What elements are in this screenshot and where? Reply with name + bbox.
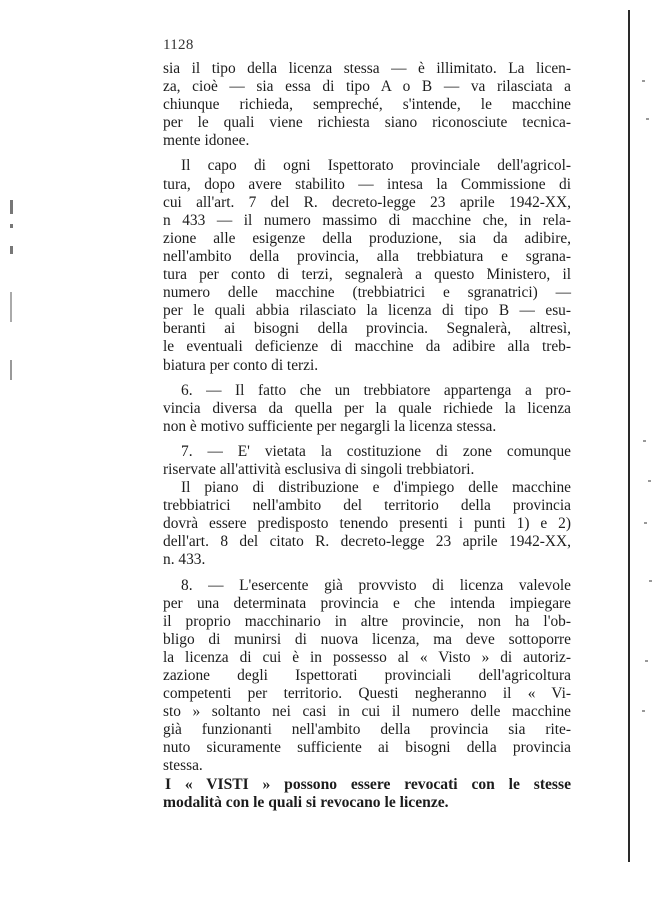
text-line: già funzionanti nell'ambito della provincia sia rite-: [163, 721, 571, 739]
text-line: numero delle macchine (trebbiatrici e sgranatrici) —: [163, 284, 571, 302]
text-line: competenti per territorio. Questi negheranno il « Vi-: [163, 685, 571, 703]
text-line: zione alle esigenze della produzione, sia da adibire,: [163, 229, 571, 247]
text-line: dell'art. 8 del citato R. decreto-legge 23 aprile 1942-XX,: [163, 533, 571, 551]
text-line: n. 433.: [163, 551, 206, 569]
margin-scan-marks: [6, 200, 20, 380]
text-line: dovrà essere predisposto tenendo presenti i punti 1) e 2): [163, 515, 571, 533]
paragraph-6: [163, 577, 571, 776]
text-line: il proprio macchinario in altre provincie, non ha l'ob-: [163, 612, 571, 630]
body-text: [163, 60, 571, 812]
paragraph-2: [163, 157, 571, 374]
text-line: biatura per conto di terzi.: [163, 356, 319, 374]
text-line: tura, dopo avere stabilito — intesa la Commissione di: [163, 175, 571, 193]
text-line: vincia diversa da quella per la quale richiede la licenza: [163, 399, 571, 417]
text-line: sto » soltanto nei casi in cui il numero delle macchine: [163, 703, 571, 721]
text-line: le eventuali deficienze di macchine da adibire alla treb-: [163, 338, 571, 356]
paragraph-1: [163, 60, 571, 150]
text-line: modalità con le quali si revocano le licenze.: [163, 793, 449, 811]
text-line: per le quali abbia rilasciato la licenza di tipo B — esu-: [163, 302, 571, 320]
text-line: Il piano di distribuzione e d'impiego delle macchine: [181, 479, 571, 497]
text-line: per una determinata provincia e che intenda impiegare: [163, 594, 571, 612]
text-line: trebbiatrici nell'ambito del territorio della provincia: [163, 497, 571, 515]
text-line: nell'ambito della provincia, alla trebbiatura e sgrana-: [163, 247, 571, 265]
text-line: 6. — Il fatto che un trebbiatore appartenga a pro-: [181, 381, 571, 399]
text-line: per le quali viene richiesta siano riconosciute tecnica-: [163, 114, 571, 132]
text-line: beranti ai bisogni della provincia. Segnalerà, altresì,: [163, 320, 571, 338]
text-line: riservate all'attività esclusiva di singoli trebbiatori.: [163, 460, 475, 478]
text-line: chiunque richieda, sempreché, s'intende, le macchine: [163, 96, 571, 114]
paragraph-5: [163, 479, 571, 569]
text-line: cui all'art. 7 del R. decreto-legge 23 aprile 1942-XX,: [163, 193, 571, 211]
text-line: zazione degli Ispettorati provinciali dell'agricoltura: [163, 667, 571, 684]
scan-edge-line: [628, 10, 630, 862]
text-line: 8. — L'esercente già provvisto di licenza valevole: [181, 576, 571, 594]
text-line: tura per conto di terzi, segnalerà a questo Ministero, il: [163, 266, 571, 284]
text-line: za, cioè — sia essa di tipo A o B — va rilasciata a: [163, 78, 571, 96]
text-line: n 433 — il numero massimo di macchine che, in rela-: [163, 211, 571, 229]
text-line: mente idonee.: [163, 132, 250, 150]
text-line: la licenza di cui è in possesso al « Visto » di autoriz-: [163, 648, 571, 666]
right-margin-specks: [640, 60, 660, 760]
text-line: Il capo di ogni Ispettorato provinciale dell'agricol-: [181, 157, 571, 175]
text-line: I « VISTI » possono essere revocati con le stesse: [165, 775, 571, 793]
text-line: nuto sicuramente sufficiente ai bisogni della provincia: [163, 739, 571, 757]
paragraph-4: [163, 443, 571, 479]
paragraph-7-bold: [163, 776, 571, 812]
text-line: stessa.: [163, 757, 203, 775]
text-line: bligo di munirsi di nuova licenza, ma deve sottoporre: [163, 630, 571, 648]
page-number: 1128: [163, 37, 194, 53]
text-line: sia il tipo della licenza stessa — è illimitato. La licen-: [163, 60, 571, 77]
text-line: non è motivo sufficiente per negargli la licenza stessa.: [163, 417, 497, 435]
text-line: 7. — E' vietata la costituzione di zone comunque: [181, 442, 571, 460]
paragraph-3: [163, 382, 571, 436]
